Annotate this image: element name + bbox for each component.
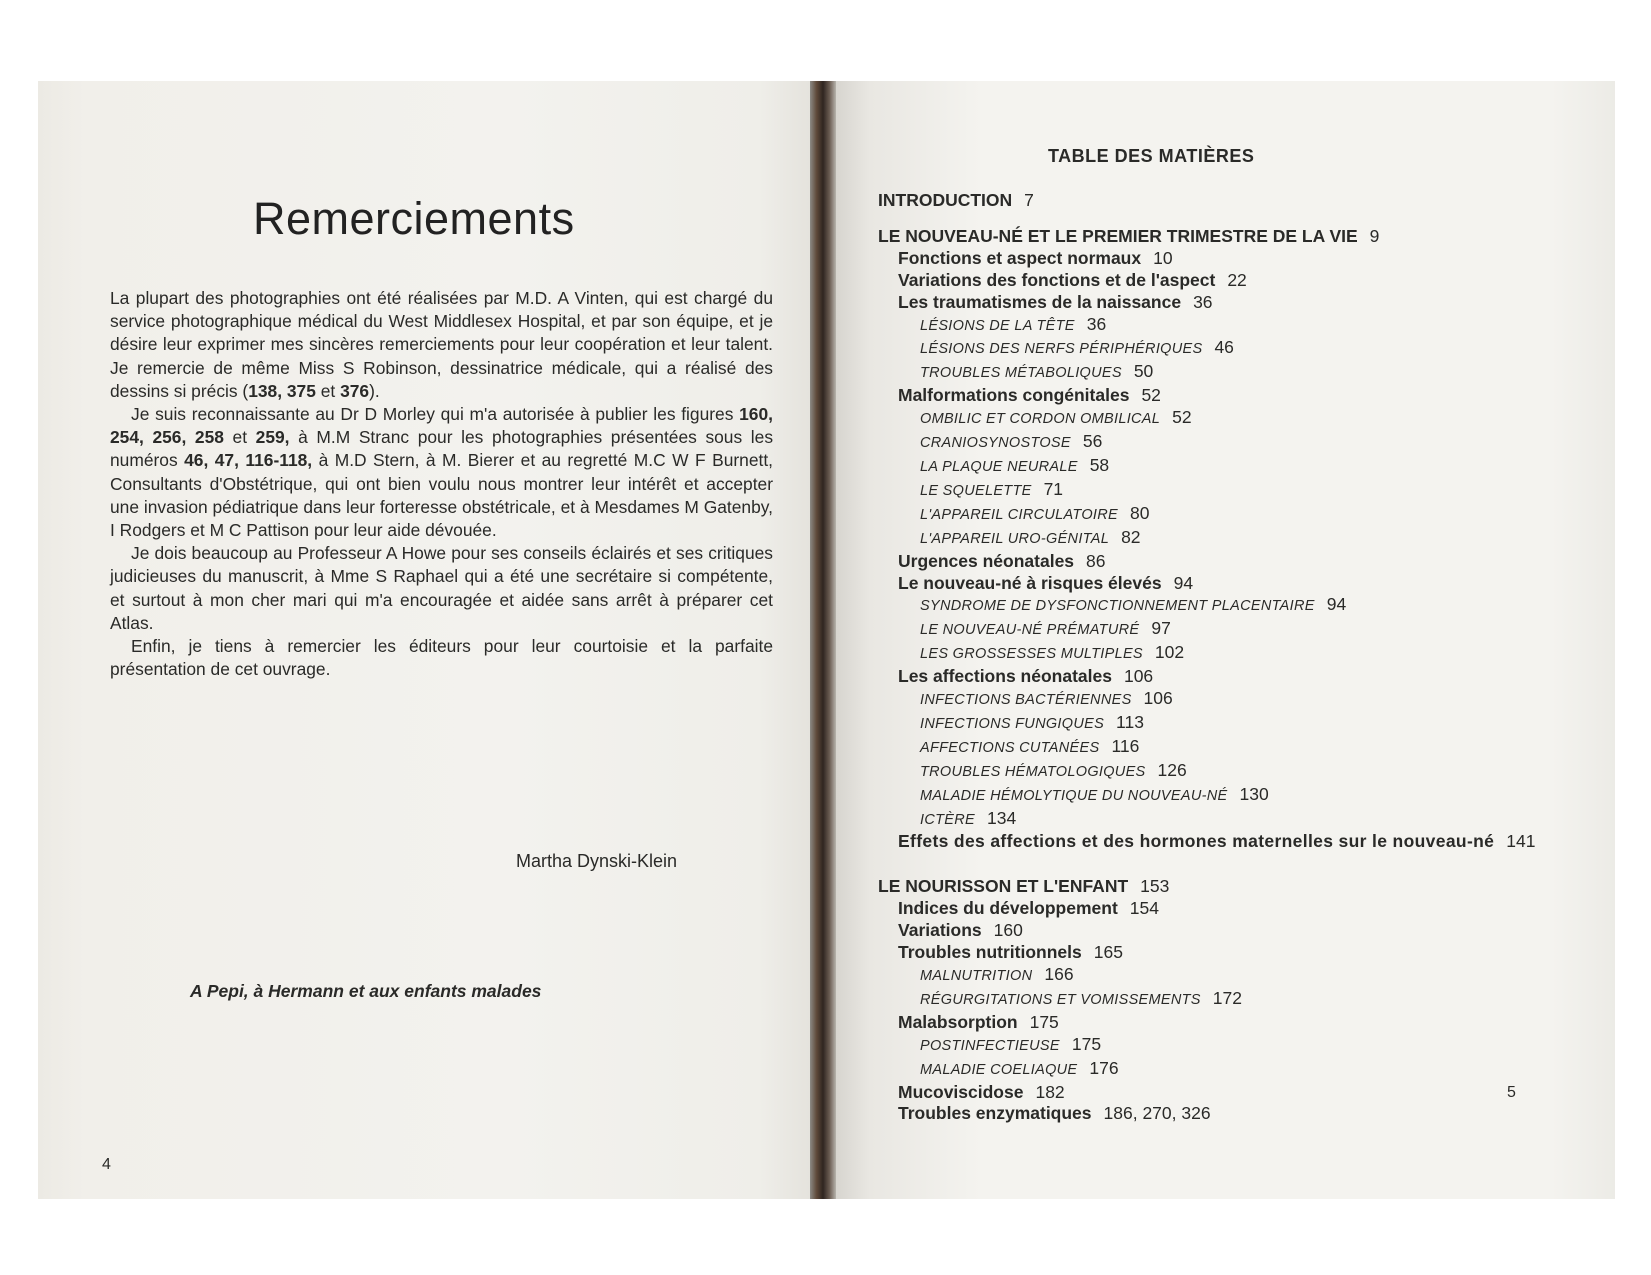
toc-entry-sub bbox=[878, 361, 1578, 385]
page-number-left: 4 bbox=[102, 1156, 111, 1173]
toc-title: TABLE DES MATIÈRES bbox=[1048, 146, 1255, 166]
toc-entry-label: INFECTIONS BACTÉRIENNES bbox=[920, 692, 1132, 709]
toc-entry-sub bbox=[878, 964, 1578, 988]
figure-reference: 376 bbox=[340, 380, 370, 401]
figure-reference: 160, 254, 256, 258 bbox=[110, 404, 773, 448]
toc-entry-sub bbox=[878, 618, 1578, 642]
toc-entry-label: Fonctions et aspect normaux bbox=[898, 247, 1142, 268]
toc-entry-label: Variations des fonctions et de l'aspect bbox=[898, 269, 1216, 290]
toc-entry-section bbox=[878, 292, 1578, 314]
toc-entry-page: 166 bbox=[1044, 964, 1074, 984]
paragraph-text: et bbox=[315, 380, 341, 401]
book-spread bbox=[38, 81, 1615, 1199]
toc-entry-page: 102 bbox=[1154, 642, 1185, 663]
toc-entry-sub bbox=[878, 314, 1578, 338]
toc-entry-sub bbox=[878, 988, 1578, 1012]
toc-entry-page: 80 bbox=[1129, 502, 1150, 523]
toc-entry-page: 116 bbox=[1111, 735, 1140, 756]
toc-entry-sub bbox=[878, 688, 1578, 712]
toc-entry-label: LE NOUVEAU-NÉ ET LE PREMIER TRIMESTRE DE LA VIE bbox=[878, 225, 1358, 246]
table-of-contents bbox=[878, 190, 1578, 1125]
toc-entry-sub bbox=[878, 337, 1578, 361]
toc-entry-label: POSTINFECTIEUSE bbox=[920, 1037, 1060, 1054]
toc-entry-label: Troubles enzymatiques bbox=[898, 1103, 1092, 1124]
toc-entry-label: Les traumatismes de la naissance bbox=[898, 291, 1182, 312]
toc-entry-label: CRANIOSYNOSTOSE bbox=[920, 435, 1071, 452]
toc-entry-label: TROUBLES MÉTABOLIQUES bbox=[920, 365, 1122, 382]
acknowledgement-paragraph bbox=[110, 542, 773, 635]
toc-entry-section bbox=[878, 666, 1578, 688]
acknowledgement-paragraph bbox=[110, 287, 773, 403]
toc-entry-page: 182 bbox=[1035, 1081, 1065, 1102]
toc-entry-sub bbox=[878, 455, 1578, 479]
toc-entry-label: Effets des affections et des hormones maternelles sur le nouveau-né bbox=[898, 831, 1495, 852]
toc-entry-sub bbox=[878, 1034, 1578, 1058]
toc-entry-section bbox=[878, 385, 1578, 407]
toc-entry-sub bbox=[878, 760, 1578, 784]
toc-entry-page: 71 bbox=[1043, 478, 1064, 499]
toc-entry-page: 165 bbox=[1093, 942, 1123, 963]
page-number-right: 5 bbox=[1507, 1084, 1516, 1101]
toc-entry-label: MALNUTRITION bbox=[920, 968, 1033, 984]
toc-entry-section bbox=[878, 920, 1578, 942]
right-page bbox=[822, 81, 1615, 1199]
paragraph-text: La plupart des photographies ont été réalisées par M.D. A Vinten, qui est chargé du service photographique médical du West Middlesex Hospital, et par son équipe, et je désire leur exprimer mes sincères remerciements pour leur coopération et leur talent. Je remercie de même Miss S Robinson, dessinatrice médicale, qui a réalisé des dessins si précis ( bbox=[110, 288, 773, 401]
toc-entry-section bbox=[878, 270, 1578, 292]
toc-entry-sub bbox=[878, 736, 1578, 760]
toc-entry-page: 172 bbox=[1212, 987, 1242, 1008]
toc-entry-label: OMBILIC ET CORDON OMBILICAL bbox=[920, 411, 1161, 428]
toc-entry-section bbox=[878, 1082, 1578, 1104]
toc-entry-label: L'APPAREIL CIRCULATOIRE bbox=[920, 506, 1118, 523]
toc-entry-page: 154 bbox=[1129, 898, 1159, 919]
toc-entry-sub bbox=[878, 784, 1578, 808]
toc-entry-label: INFECTIONS FUNGIQUES bbox=[920, 715, 1105, 732]
toc-entry-sub bbox=[878, 712, 1578, 736]
toc-entry-label: LE NOUVEAU-NÉ PRÉMATURÉ bbox=[920, 622, 1140, 639]
toc-entry-page: 52 bbox=[1141, 385, 1161, 406]
toc-entry-page: 106 bbox=[1143, 688, 1173, 709]
acknowledgement-paragraph bbox=[110, 635, 773, 681]
toc-entry-part bbox=[878, 226, 1578, 248]
toc-entry-label: MALADIE HÉMOLYTIQUE DU NOUVEAU-NÉ bbox=[920, 787, 1228, 804]
toc-entry-page: 46 bbox=[1214, 337, 1234, 358]
toc-entry-label: Variations bbox=[898, 920, 982, 941]
toc-entry-sub bbox=[878, 808, 1578, 832]
toc-entry-label: Urgences néonatales bbox=[898, 550, 1075, 571]
toc-entry-sub bbox=[878, 503, 1578, 527]
toc-entry-sub bbox=[878, 527, 1578, 551]
toc-entry-page: 176 bbox=[1089, 1057, 1119, 1078]
toc-entry-page: 97 bbox=[1151, 618, 1171, 639]
toc-entry-page: 94 bbox=[1173, 572, 1194, 593]
toc-entry-label: LÉSIONS DE LA TÊTE bbox=[920, 317, 1075, 334]
toc-entry-page: 160 bbox=[993, 920, 1023, 941]
paragraph-text: Je dois beaucoup au Professeur A Howe pour ses conseils éclairés et ses critiques judicieuses du manuscrit, à Mme S Raphael qui a été une secrétaire si compétente, et surtout à mon cher mari qui m'a encouragée et aidée sans arrêt à préparer cet Atlas. bbox=[110, 543, 773, 633]
toc-entry-sub bbox=[878, 479, 1578, 503]
toc-entry-section bbox=[878, 248, 1578, 270]
paragraph-text: ). bbox=[369, 380, 380, 401]
toc-entry-page: 130 bbox=[1239, 783, 1269, 804]
toc-entry-page: 36 bbox=[1086, 313, 1107, 334]
toc-entry-label: RÉGURGITATIONS ET VOMISSEMENTS bbox=[920, 991, 1201, 1008]
toc-entry-label: LA PLAQUE NEURALE bbox=[920, 458, 1078, 475]
toc-entry-section bbox=[878, 573, 1578, 595]
toc-entry-section bbox=[878, 831, 1558, 853]
toc-entry-section bbox=[878, 1012, 1578, 1034]
toc-entry-section bbox=[878, 898, 1578, 920]
dedication: A Pepi, à Hermann et aux enfants malades bbox=[190, 981, 542, 1001]
toc-entry-page: 153 bbox=[1140, 876, 1170, 897]
author-signature: Martha Dynski-Klein bbox=[516, 851, 678, 871]
acknowledgements-text bbox=[110, 287, 773, 681]
toc-entry-label: Troubles nutritionnels bbox=[898, 942, 1082, 963]
toc-entry-section bbox=[878, 942, 1578, 964]
page-title: Remerciements bbox=[253, 193, 575, 244]
toc-entry-sub bbox=[878, 407, 1578, 431]
toc-entry-label: Les affections néonatales bbox=[898, 666, 1112, 687]
toc-entry-label: L'APPAREIL URO-GÉNITAL bbox=[920, 530, 1110, 547]
toc-entry-page: 86 bbox=[1086, 550, 1106, 571]
toc-entry-page: 7 bbox=[1024, 190, 1034, 210]
book-gutter bbox=[810, 81, 836, 1199]
toc-entry-sub bbox=[878, 431, 1578, 455]
acknowledgement-paragraph bbox=[110, 403, 773, 542]
toc-entry-label: Malabsorption bbox=[898, 1011, 1018, 1032]
paragraph-text: et bbox=[223, 427, 256, 448]
toc-entry-page: 36 bbox=[1193, 291, 1213, 312]
toc-entry-label: AFFECTIONS CUTANÉES bbox=[920, 739, 1100, 756]
toc-entry-page: 94 bbox=[1326, 594, 1347, 615]
toc-entry-page: 134 bbox=[986, 807, 1017, 828]
toc-entry-page: 52 bbox=[1172, 407, 1192, 428]
figure-reference: 46, 47, 116-118, bbox=[184, 450, 313, 471]
toc-entry-part bbox=[878, 190, 1578, 212]
paragraph-text: Enfin, je tiens à remercier les éditeurs pour leur courtoisie et la parfaite présentation de cet ouvrage. bbox=[110, 636, 773, 680]
toc-entry-label: Mucoviscidose bbox=[898, 1081, 1024, 1102]
toc-entry-page: 175 bbox=[1071, 1033, 1102, 1054]
toc-entry-label: ICTÈRE bbox=[920, 811, 975, 828]
toc-entry-sub bbox=[878, 642, 1578, 666]
toc-entry-label: INTRODUCTION bbox=[878, 190, 1013, 210]
toc-entry-page: 141 bbox=[1506, 831, 1536, 852]
toc-entry-label: LÉSIONS DES NERFS PÉRIPHÉRIQUES bbox=[920, 341, 1203, 358]
toc-entry-page: 58 bbox=[1089, 454, 1110, 475]
toc-entry-part bbox=[878, 876, 1578, 898]
toc-entry-label: SYNDROME DE DYSFONCTIONNEMENT PLACENTAIRE bbox=[920, 598, 1315, 615]
paragraph-text: à M.D Stern, à M. Bierer et au regretté M.C W F Burnett, Consultants d'Obstétrique, qui ont bien voulu nous montrer leur intérêt et accepter une invasion pédiatrique dans leur forteresse obstétricale, et à Mesdames M Gatenby, I Rodgers et M C Pattison pour leur aide dévouée. bbox=[110, 450, 773, 541]
toc-entry-label: LES GROSSESSES MULTIPLES bbox=[920, 646, 1143, 663]
toc-entry-page: 56 bbox=[1082, 431, 1103, 452]
left-page bbox=[38, 81, 822, 1199]
toc-entry-page: 126 bbox=[1157, 759, 1187, 780]
figure-reference: 138, 375 bbox=[248, 380, 316, 401]
toc-entry-page: 50 bbox=[1133, 361, 1154, 382]
toc-entry-page: 82 bbox=[1121, 526, 1141, 547]
toc-entry-page: 175 bbox=[1029, 1011, 1059, 1032]
paragraph-text: Je suis reconnaissante au Dr D Morley qui m'a autorisée à publier les figures bbox=[131, 404, 740, 425]
toc-entry-label: Malformations congénitales bbox=[898, 385, 1130, 406]
toc-entry-sub bbox=[878, 1058, 1578, 1082]
toc-entry-label: MALADIE COELIAQUE bbox=[920, 1061, 1078, 1078]
paragraph-text: à M.M Stranc pour les photographies présentées sous les numéros bbox=[110, 427, 774, 471]
toc-entry-label: LE NOURISSON ET L'ENFANT bbox=[878, 876, 1129, 897]
toc-entry-section bbox=[878, 1103, 1578, 1125]
toc-entry-page: 10 bbox=[1153, 247, 1173, 268]
toc-entry-page: 186, 270, 326 bbox=[1103, 1103, 1211, 1124]
figure-reference: 259, bbox=[255, 427, 290, 448]
toc-entry-page: 9 bbox=[1369, 225, 1380, 246]
toc-entry-page: 113 bbox=[1116, 711, 1144, 732]
toc-entry-section bbox=[878, 551, 1578, 573]
toc-entry-page: 22 bbox=[1227, 269, 1247, 290]
toc-entry-sub bbox=[878, 594, 1578, 618]
toc-entry-label: LE SQUELETTE bbox=[920, 482, 1032, 499]
toc-entry-label: Le nouveau-né à risques élevés bbox=[898, 572, 1162, 593]
toc-entry-page: 106 bbox=[1123, 666, 1154, 687]
toc-entry-label: Indices du développement bbox=[898, 898, 1118, 919]
toc-entry-label: TROUBLES HÉMATOLOGIQUES bbox=[920, 763, 1146, 780]
